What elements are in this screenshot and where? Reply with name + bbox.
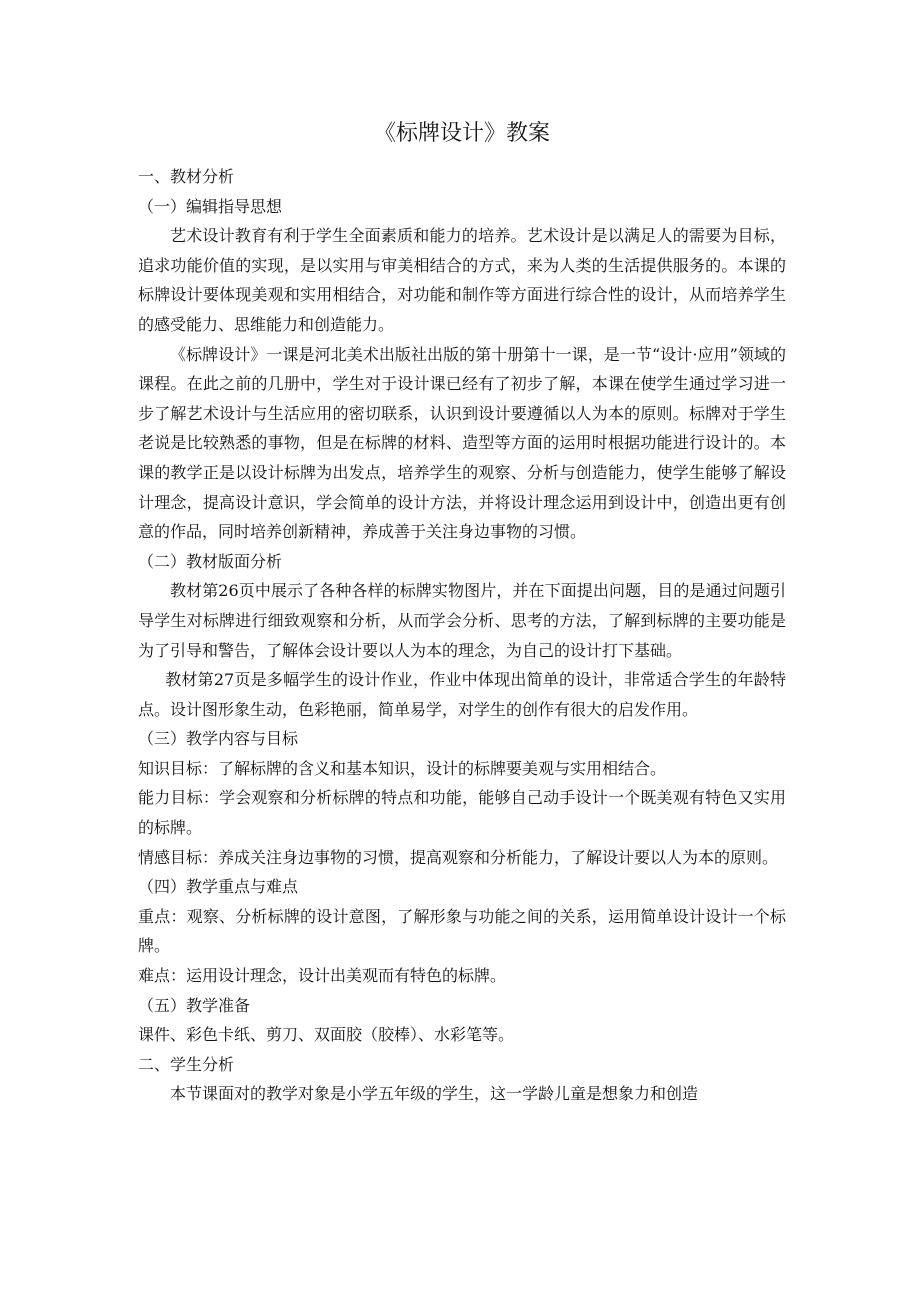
goal-emotion: 情感目标：养成关注身边事物的习惯，提高观察和分析能力，了解设计要以人为本的原则。: [138, 847, 779, 867]
subsection-heading: （三）教学内容与目标: [138, 729, 299, 749]
paragraph: 《标牌设计》一课是河北美术出版社出版的第十册第十一课，是一节“设计·应用”领域的课程。在此之前的几册中，学生对于设计课已经有了初步了解，本课在使学生通过学习进一步了解艺术设计与生活应用的密切联系，认识到设计要遵循以人为本的原则。标牌对于学生老说是比较熟悉的事物，但是在标牌的材料、造型等方面的运用时根据功能进行设计的。本课的教学正是以设计标牌为出发点，培养学生的观察、分析与创造能力，使学生能够了解设计理念，提高设计意识，学会简单的设计方法，并将设计理念运用到设计中，创造出更有创意的作品，同时培养创新精神，养成善于关注身边事物的习惯。: [138, 344, 786, 542]
key-point: 重点：观察、分析标牌的设计意图，了解形象与功能之间的关系，运用简单设计设计一个标牌。: [138, 906, 786, 956]
subsection-heading: （二）教材版面分析: [138, 551, 283, 571]
section-heading: 二、学生分析: [138, 1054, 235, 1074]
paragraph: 本节课面对的教学对象是小学五年级的学生，这一学龄儿童是想象力和创造: [170, 1084, 699, 1104]
paragraph: 艺术设计教育有利于学生全面素质和能力的培养。艺术设计是以满足人的需要为目标，追求功能价值的实现，是以实用与审美相结合的方式，来为人类的生活提供服务的。本课的标牌设计要体现美观和实用相结合，对功能和制作等方面进行综合性的设计，从而培养学生的感受能力、思维能力和创造能力。: [138, 226, 786, 334]
goal-ability: 能力目标：学会观察和分析标牌的特点和功能，能够自己动手设计一个既美观有特色又实用的标牌。: [138, 788, 786, 838]
subsection-heading: （五）教学准备: [138, 995, 251, 1015]
document-page: [138, 118, 786, 1109]
paragraph: 教材第27页是多幅学生的设计作业，作业中体现出简单的设计，非常适合学生的年龄特点。设计图形象生动，色彩艳丽，简单易学，对学生的创作有很大的启发作用。: [138, 670, 786, 719]
paragraph: 教材第26页中展示了各种各样的标牌实物图片，并在下面提出问题，目的是通过问题引导学生对标牌进行细致观察和分析，从而学会分析、思考的方法，了解到标牌的主要功能是为了引导和警告，了解体会设计要以人为本的理念，为自己的设计打下基础。: [138, 581, 786, 660]
goal-knowledge: 知识目标：了解标牌的含义和基本知识，设计的标牌要美观与实用相结合。: [138, 758, 667, 778]
section-heading: 一、教材分析: [138, 167, 235, 186]
subsection-heading: （四）教学重点与难点: [138, 877, 299, 897]
difficult-point: 难点：运用设计理念，设计出美观而有特色的标牌。: [138, 966, 507, 986]
preparation: 课件、彩色卡纸、剪刀、双面胶（胶棒）、水彩笔等。: [138, 1025, 515, 1045]
subsection-heading: （一）编辑指导思想: [138, 196, 283, 216]
document-title: 《标牌设计》教案: [373, 121, 550, 146]
